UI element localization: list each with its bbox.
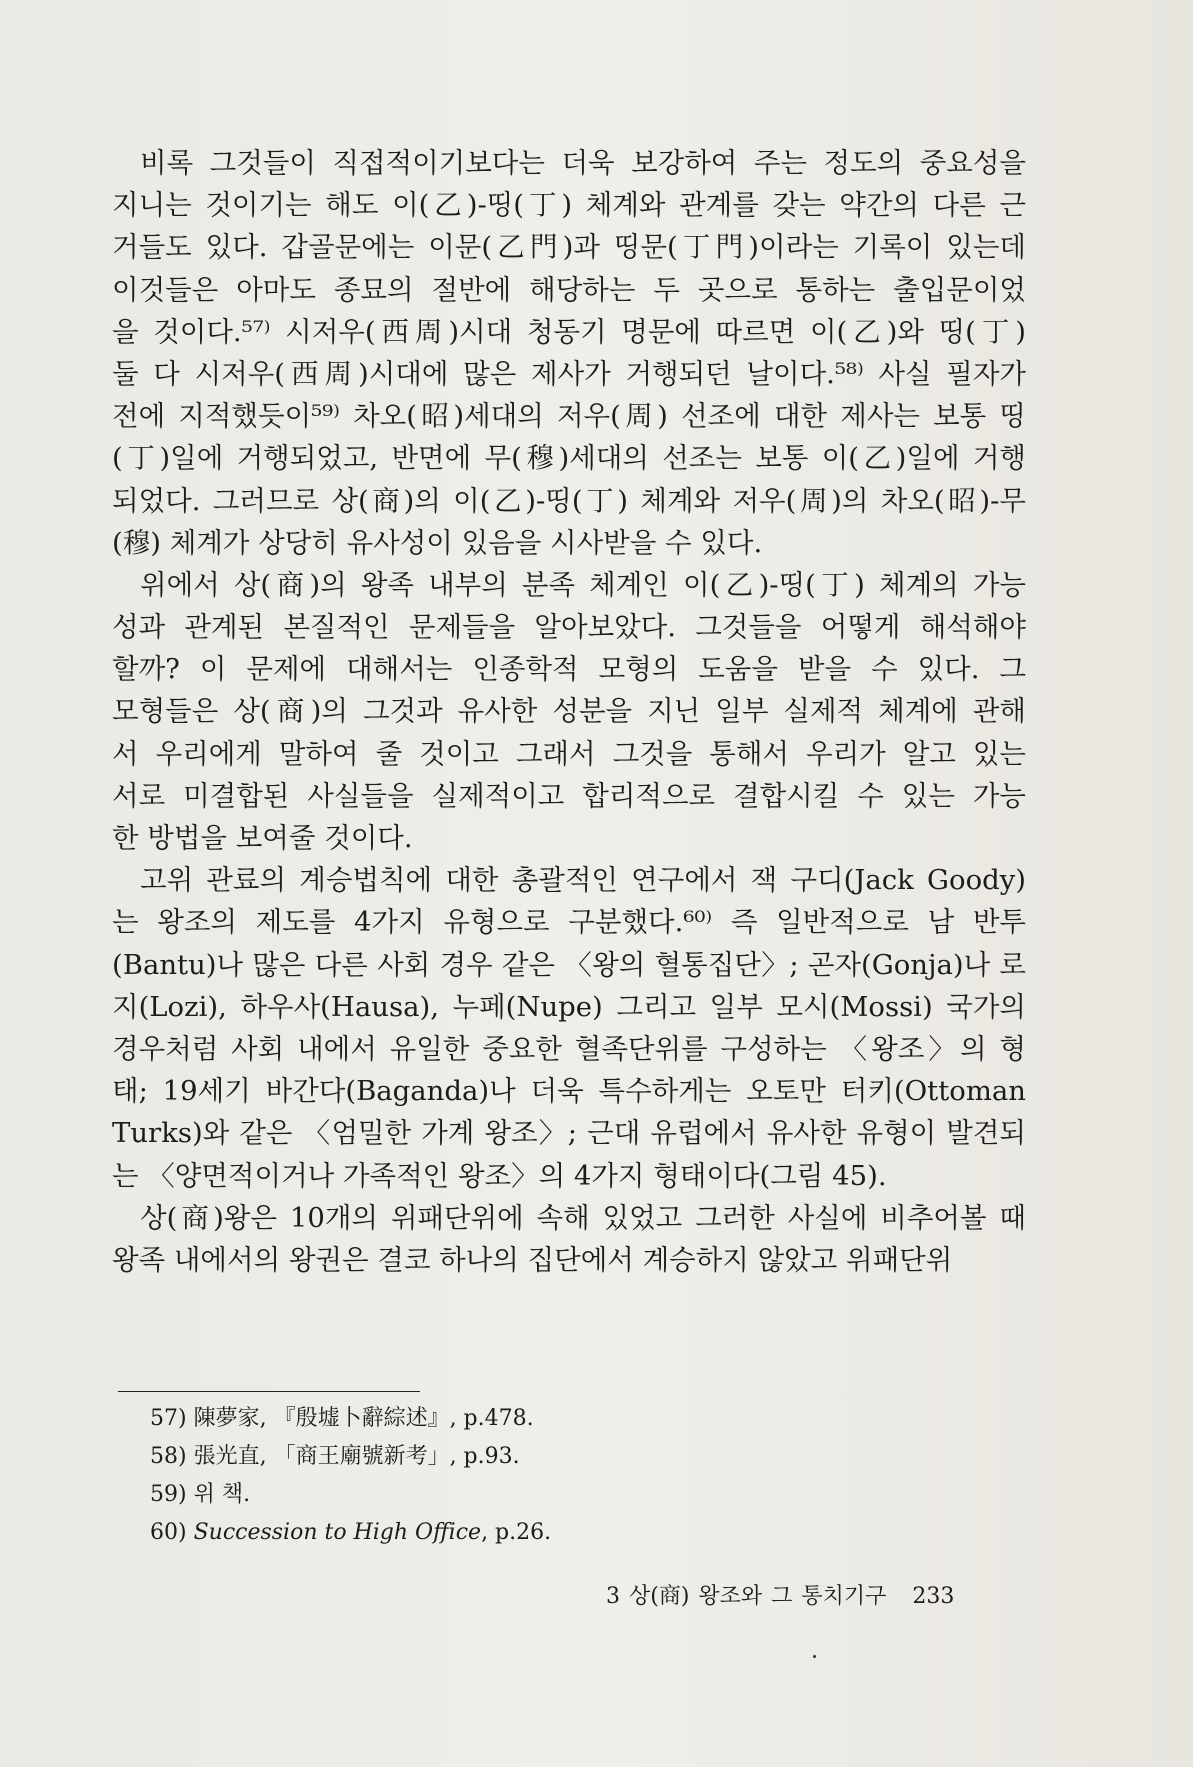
footnote-text: 張光直, 「商王廟號新考」, p.93. <box>193 1444 520 1469</box>
text-line: 태; 19세기 바간다(Baganda)나 더욱 특수하게는 오토만 터키(Ottoman <box>112 1075 1026 1108</box>
footnote-number: 60) <box>150 1520 187 1545</box>
running-footer <box>606 1581 954 1613</box>
text-line: 고위 관료의 계승법칙에 대한 총괄적인 연구에서 잭 구디(Jack Goody) <box>140 864 1026 897</box>
footnote <box>150 1400 850 1438</box>
footnote <box>150 1514 850 1552</box>
text-line: 거들도 있다. 갑골문에는 이문(乙門)과 띵문(丁門)이라는 기록이 있는데 <box>112 231 1026 264</box>
text-line: 상(商)왕은 10개의 위패단위에 속해 있었고 그러한 사실에 비추어볼 때 <box>140 1201 1026 1234</box>
text-line: 서 우리에게 말하여 줄 것이고 그래서 그것을 통해서 우리가 알고 있는 <box>112 737 1026 770</box>
text-line: 둘 다 시저우(西周)시대에 많은 제사가 거행되던 날이다.⁵⁸⁾ 사실 필자가 <box>112 357 1026 390</box>
text-line: (穆) 체계가 상당히 유사성이 있음을 시사받을 수 있다. <box>112 526 763 559</box>
text-line: 경우처럼 사회 내에서 유일한 중요한 혈족단위를 구성하는 〈왕조〉의 형 <box>112 1032 1026 1065</box>
paper-speck <box>813 1655 816 1658</box>
footnote-text: 陳夢家, 『殷墟卜辭綜述』, p.478. <box>193 1406 534 1431</box>
text-line: 지니는 것이기는 해도 이(乙)-띵(丁) 체계와 관계를 갖는 약간의 다른 근 <box>112 189 1026 222</box>
footnote-text: , p.26. <box>481 1520 552 1545</box>
paragraph <box>112 1197 1026 1281</box>
footnote <box>150 1476 850 1514</box>
text-line: 는 왕조의 제도를 4가지 유형으로 구분했다.⁶⁰⁾ 즉 일반적으로 남 반투 <box>112 906 1026 939</box>
paragraph <box>112 859 1026 1197</box>
footnote-number: 57) <box>150 1406 187 1431</box>
paragraph <box>112 142 1026 564</box>
text-line: 서로 미결합된 사실들을 실제적이고 합리적으로 결합시킬 수 있는 가능 <box>112 779 1026 812</box>
text-line: (Bantu)나 많은 다른 사회 경우 같은 〈왕의 혈통집단〉; 곤자(Gonja)나 로 <box>112 948 1026 981</box>
text-line: 전에 지적했듯이⁵⁹⁾ 차오(昭)세대의 저우(周) 선조에 대한 제사는 보통 띵 <box>112 400 1026 433</box>
text-line: 성과 관계된 본질적인 문제들을 알아보았다. 그것들을 어떻게 해석해야 <box>112 611 1026 644</box>
footnote-title: Succession to High Office <box>193 1520 482 1545</box>
running-footer-chapter: 3 상(商) 왕조와 그 통치기구 <box>606 1584 887 1609</box>
footnote-number: 59) <box>150 1482 187 1507</box>
text-line: 한 방법을 보여줄 것이다. <box>112 822 413 854</box>
text-line: 을 것이다.⁵⁷⁾ 시저우(西周)시대 청동기 명문에 따르면 이(乙)와 띵(丁) <box>112 315 1026 348</box>
text-line: 는 〈양면적이거나 가족적인 왕조〉의 4가지 형태이다(그림 45). <box>112 1159 887 1192</box>
footnote-text: 위 책. <box>193 1482 251 1507</box>
footnote-number: 58) <box>150 1444 187 1469</box>
footnotes <box>150 1400 850 1552</box>
text-line: 지(Lozi), 하우사(Hausa), 누페(Nupe) 그리고 일부 모시(Mossi) 국가의 <box>112 990 1026 1023</box>
footnote-separator <box>118 1391 420 1392</box>
paragraph <box>112 564 1026 859</box>
text-line: 이것들은 아마도 종묘의 절반에 해당하는 두 곳으로 통하는 출입문이었 <box>112 273 1026 306</box>
text-line: 할까? 이 문제에 대해서는 인종학적 모형의 도움을 받을 수 있다. 그 <box>112 653 1026 686</box>
text-line: 비록 그것들이 직접적이기보다는 더욱 보강하여 주는 정도의 중요성을 <box>140 147 1026 179</box>
text-line: (丁)일에 거행되었고, 반면에 무(穆)세대의 선조는 보통 이(乙)일에 거행 <box>112 442 1026 475</box>
page-number: 233 <box>912 1584 955 1609</box>
text-line: Turks)와 같은 〈엄밀한 가계 왕조〉; 근대 유럽에서 유사한 유형이 발견되 <box>112 1117 1026 1150</box>
text-line: 위에서 상(商)의 왕족 내부의 분족 체계인 이(乙)-띵(丁) 체계의 가능 <box>140 568 1026 601</box>
footnote <box>150 1438 850 1476</box>
text-line: 왕족 내에서의 왕권은 결코 하나의 집단에서 계승하지 않았고 위패단위 <box>112 1243 953 1276</box>
text-line: 모형들은 상(商)의 그것과 유사한 성분을 지닌 일부 실제적 체계에 관해 <box>112 695 1026 728</box>
text-line: 되었다. 그러므로 상(商)의 이(乙)-띵(丁) 체계와 저우(周)의 차오(昭)-무 <box>112 484 1026 517</box>
body-text <box>112 142 1026 1281</box>
